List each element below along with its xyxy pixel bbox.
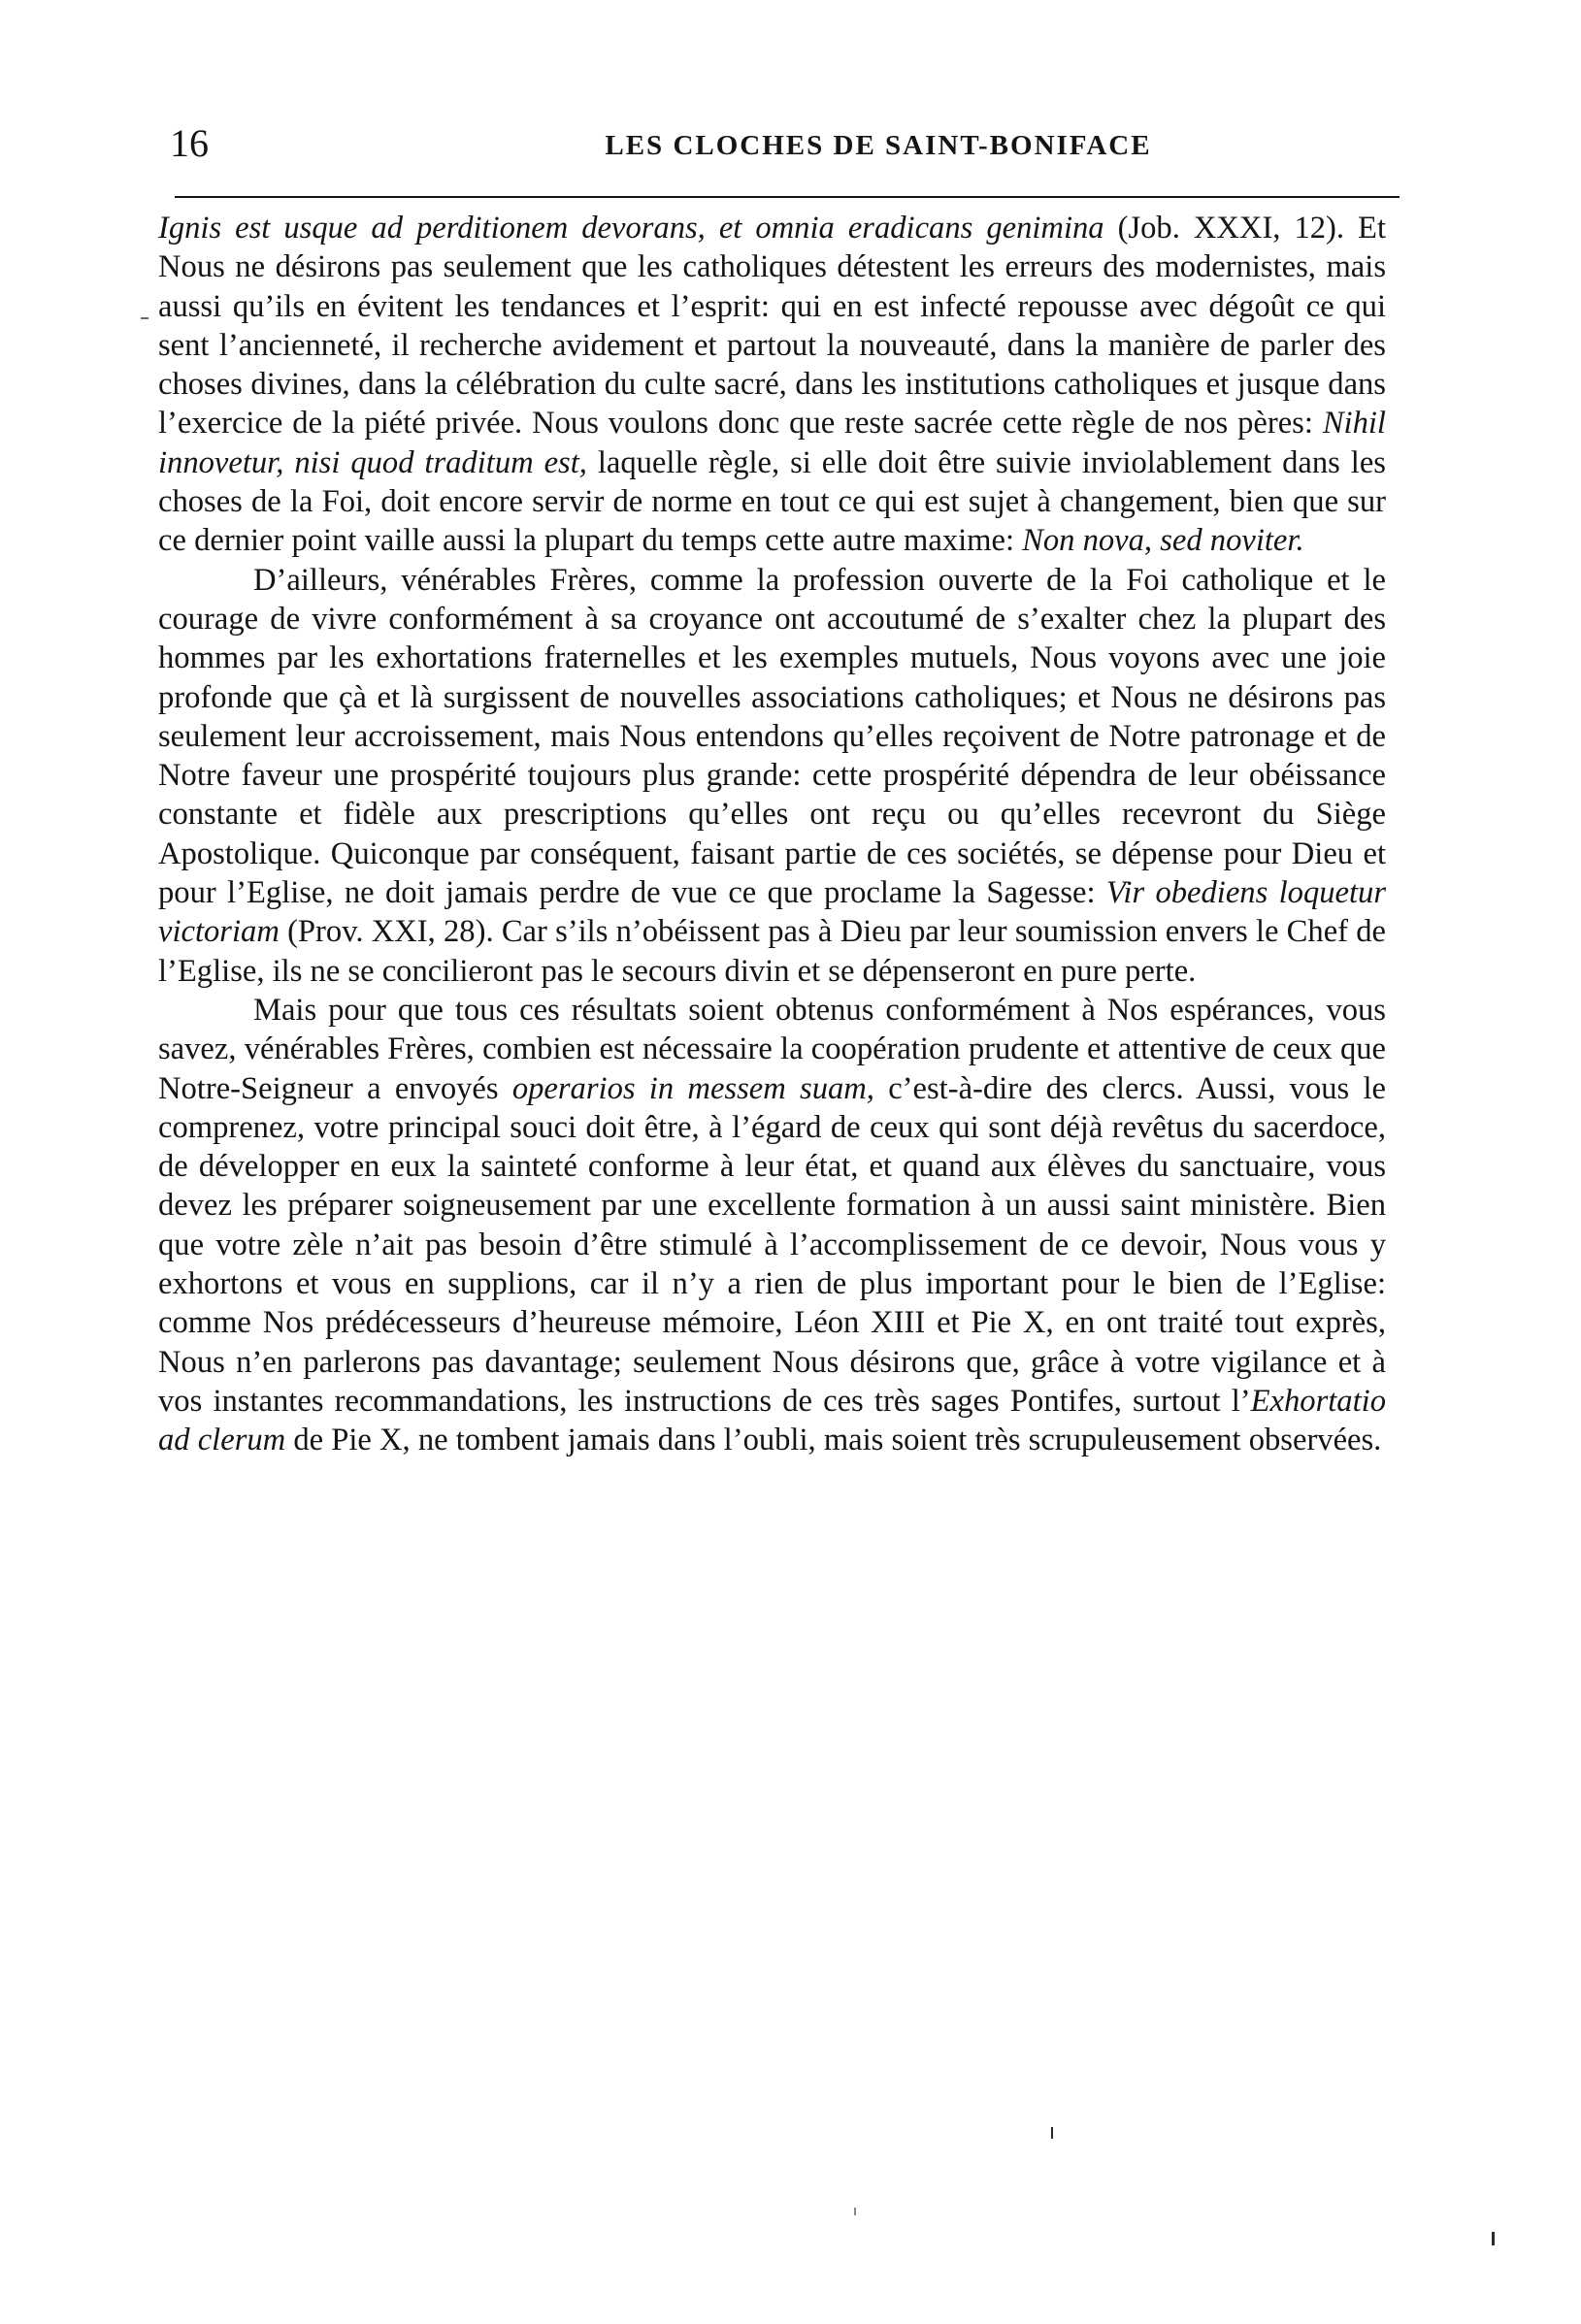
- text-run: de Pie X, ne tombent jamais dans l’oubli, mais soient très scrupuleusement observées.: [285, 1423, 1382, 1458]
- text-run: c’est-à-dire des clercs. Aussi, vous le comprenez, votre principal souci doit être, à l’égard de ceux qui sont déjà revêtus du sacerdoce, de développer en eux la sainteté conforme à leur état, et quand aux élèves du sanctuaire, vous devez les préparer soigneusement par une excellente formation à un aussi saint ministère. Bien que votre zèle n’ait pas besoin d’être stimulé à l’accomplissement de ce devoir, Nous vous y exhortons et vous en supplions, car il n’y a rien de plus important pour le bien de l’Eglise: comme Nos prédécesseurs d’heureuse mémoire, Léon XIII et Pie X, en ont traité tout exprès, Nous n’en parlerons pas davantage; seulement Nous désirons que, grâce à votre vigilance et à vos instantes recommandations, les instructions de ces très sages Pontifes, surtout l’: [158, 1070, 1387, 1419]
- ink-speck: [1051, 2127, 1053, 2139]
- paragraph: [158, 991, 1386, 1460]
- text-run: (Job. XXXI, 12). Et Nous ne désirons pas seulement que les catholiques détestent les erreurs des modernistes, mais aussi qu’ils en évitent les tendances et l’esprit: qui en est infecté repousse avec dégoût ce qui sent l’ancienneté, il recherche avidement et partout la nouveauté, dans la manière de parler des choses divines, dans la célébration du culte sacré, dans les institutions catholiques et jusque dans l’exercice de la piété privée. Nous voulons donc que reste sacrée cette règle de nos pères:: [158, 211, 1386, 442]
- latin-quotation: Exhortatio ad clerum: [158, 1383, 1386, 1458]
- ink-speck: [854, 2208, 856, 2215]
- page-header: [170, 115, 1402, 173]
- latin-quotation: Ignis est usque ad perditionem devorans, et omnia eradicans genimina: [158, 211, 1104, 245]
- text-run: (Prov. XXI, 28). Car s’ils n’obéissent pas à Dieu par leur soumission envers le Chef de l’Eglise, ils ne se concilieront pas le secours divin et se dépenseront en pure perte.: [158, 914, 1386, 989]
- paragraph: [158, 561, 1386, 991]
- text-run: laquelle règle, si elle doit être suivie inviolablement dans les choses de la Foi, doit encore servir de norme en tout ce qui est sujet à changement, bien que sur ce dernier point vaille aussi la plupart du temps cette autre maxime:: [158, 444, 1386, 559]
- latin-quotation: operarios in messem suam,: [511, 1070, 874, 1106]
- ink-speck: [1492, 2232, 1495, 2245]
- paragraph: [158, 209, 1386, 561]
- ink-speck: [141, 317, 148, 319]
- latin-quotation: Nihil innovetur, nisi quod traditum est,: [158, 406, 1386, 480]
- header-rule: [175, 196, 1400, 198]
- text-run: D’ailleurs, vénérables Frères, comme la profession ouverte de la Foi catholique et le courage de vivre conformément à sa croyance ont accoutumé de s’exalter chez la plupart des hommes par les exhortations fraternelles et les exemples mutuels, Nous voyons avec une joie profonde que çà et là surgissent de nouvelles associations catholiques; et Nous ne désirons pas seulement leur accroissement, mais Nous entendons qu’elles reçoivent de Notre patronage et de Notre faveur une prospérité toujours plus grande: cette prospérité dépendra de leur obéissance constante et fidèle aux prescriptions qu’elles ont reçu ou qu’elles recevront du Siège Apostolique. Quiconque par conséquent, faisant partie de ces sociétés, se dépense pour Dieu et pour l’Eglise, ne doit jamais perdre de vue ce que proclame la Sagesse:: [158, 562, 1386, 911]
- latin-quotation: Non nova, sed noviter.: [1022, 523, 1304, 559]
- page-number: 16: [170, 121, 209, 165]
- body-text: [158, 209, 1386, 1460]
- latin-quotation: Vir obediens loquetur victoriam: [158, 875, 1386, 950]
- running-title: LES CLOCHES DE SAINT-BONIFACE: [605, 130, 1152, 161]
- text-run: Mais pour que tous ces résultats soient obtenus conformément à Nos espérances, vous savez, vénérables Frères, combien est nécessaire la coopération prudente et attentive de ceux que Notre-Seigneur a envoyés: [158, 992, 1386, 1106]
